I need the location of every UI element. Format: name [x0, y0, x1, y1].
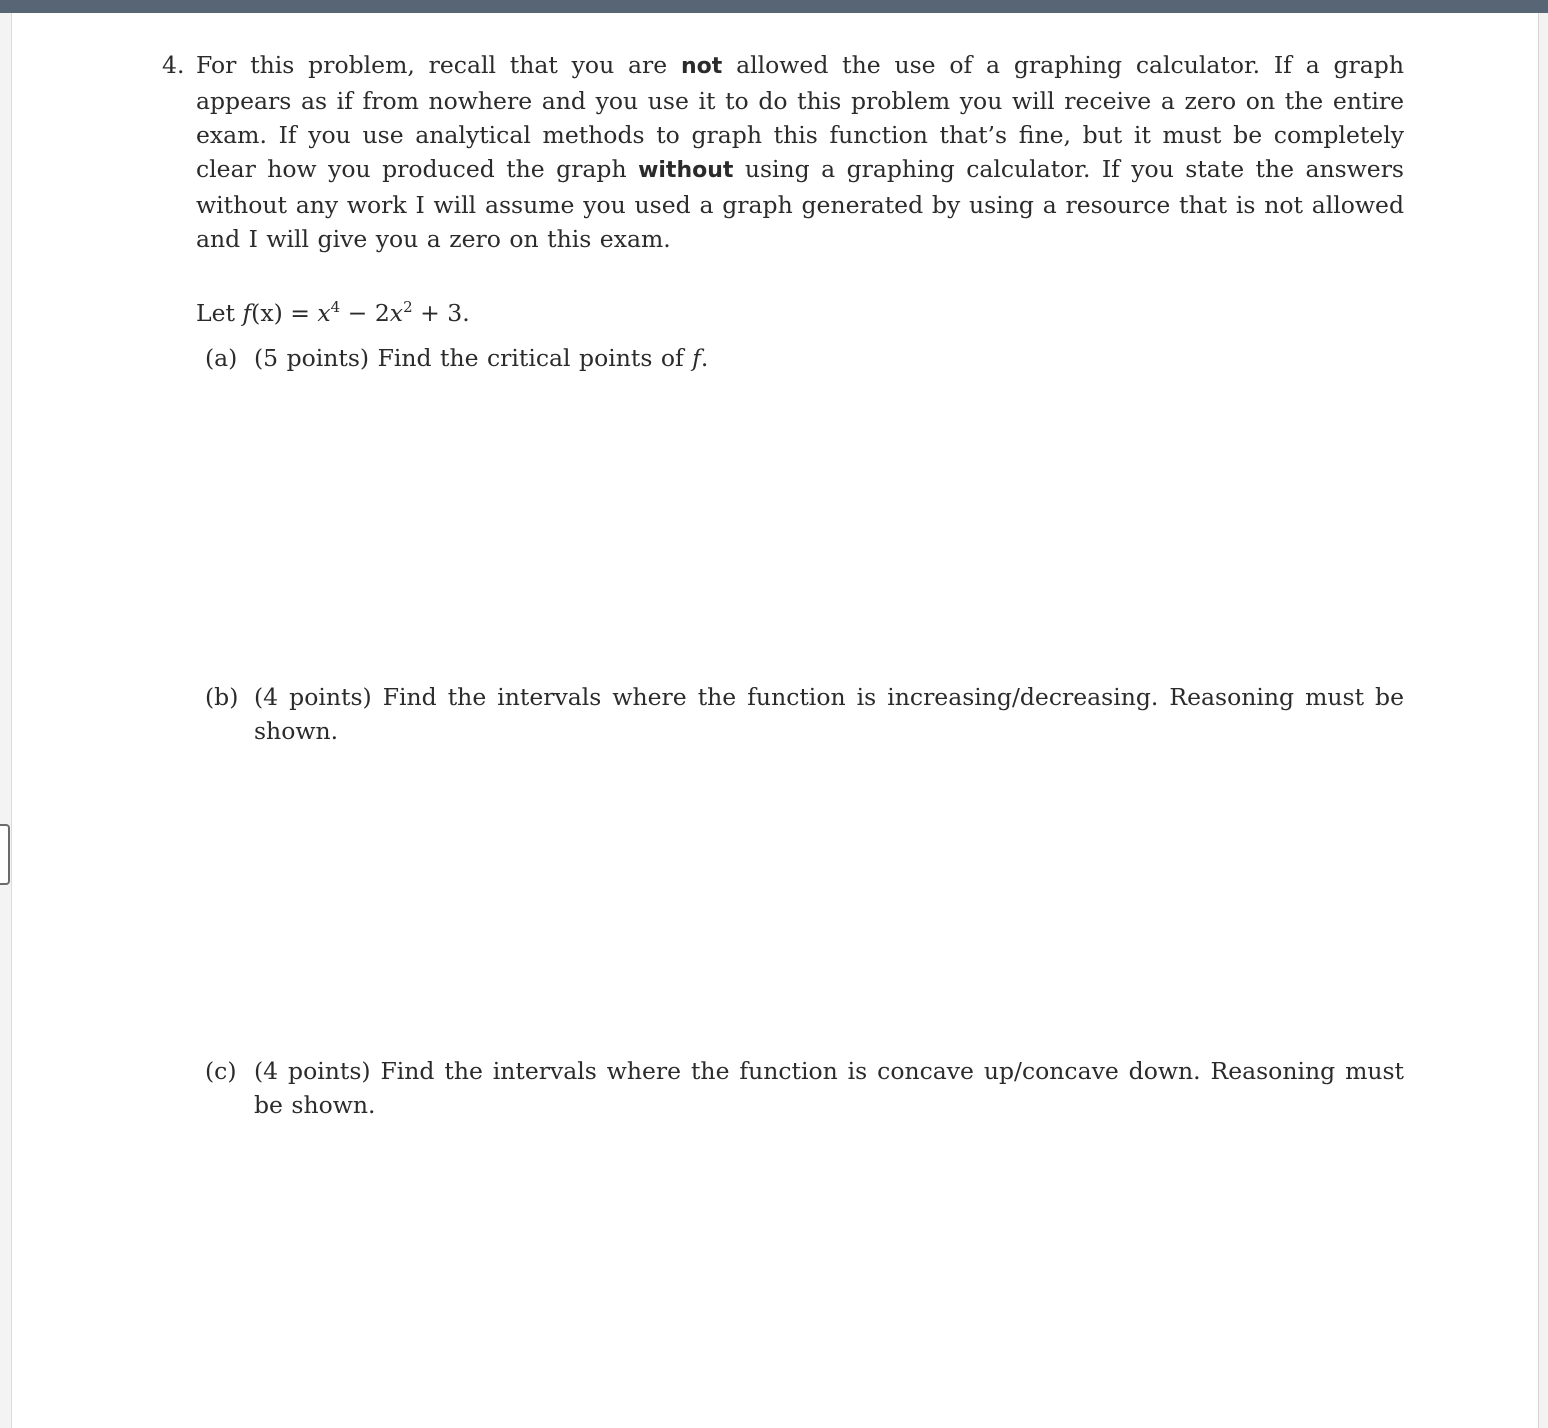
- top-bar: [0, 0, 1548, 13]
- part-a-text: (5 points) Find the critical points of: [254, 344, 693, 372]
- problem-statement: [196, 48, 1404, 256]
- emphasis-not: not: [681, 54, 723, 79]
- problem-number: 4.: [162, 51, 185, 79]
- part-a-question: [254, 341, 1404, 375]
- function-name: f: [242, 299, 252, 327]
- problem-intro-1: For this problem, recall that you are: [196, 51, 681, 79]
- problem-intro-3: using a graphing calculator. If you state the answers without any work I will assume you used a graph generated by using a resource that is not allowed and I will give you a zero on this exam.: [196, 155, 1404, 253]
- term-x2-base: x: [389, 299, 404, 327]
- plus-3: + 3.: [412, 299, 470, 327]
- side-tab-handle[interactable]: [0, 824, 10, 885]
- equals-sign: =: [282, 299, 318, 327]
- let-word: Let: [196, 299, 235, 327]
- problem-intro-2: allowed the use of a graphing calculator. If a graph appears as if from nowhere and you use it to do this problem you will receive a zero on the entire exam. If you use analytical methods to graph this function that’s fine, but it must be completely clear how you produced the graph: [196, 51, 1404, 183]
- part-b-label: (b): [205, 683, 239, 711]
- part-a-label: (a): [205, 344, 238, 372]
- function-definition: [196, 296, 470, 330]
- right-gutter: [1538, 13, 1548, 1428]
- left-gutter: [0, 13, 12, 1428]
- part-c-question: (4 points) Find the intervals where the function is concave up/concave down. Reasoning must be shown.: [254, 1057, 1404, 1119]
- minus-2: − 2: [340, 299, 390, 327]
- part-c-label: (c): [205, 1057, 237, 1085]
- emphasis-without: without: [638, 158, 734, 183]
- part-a-var: f: [692, 344, 701, 372]
- function-arg: (x): [251, 299, 283, 327]
- term-x4-base: x: [317, 299, 331, 327]
- part-a-end: .: [700, 344, 709, 372]
- term-x4-exponent: 4: [330, 298, 341, 316]
- part-b-question: (4 points) Find the intervals where the function is increasing/decreasing. Reasoning must be shown.: [254, 683, 1404, 745]
- term-x2-exponent: 2: [403, 298, 413, 316]
